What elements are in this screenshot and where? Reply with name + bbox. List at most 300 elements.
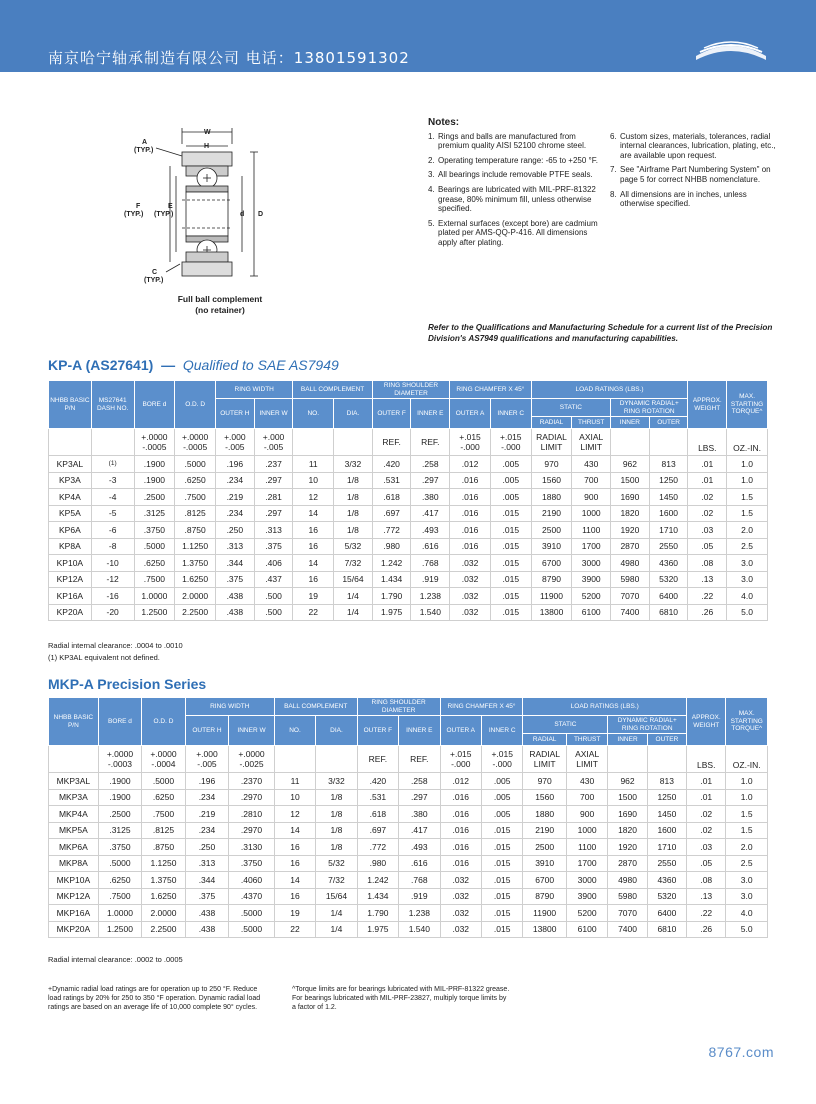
table-cell: 16 (274, 839, 315, 856)
table-cell: .5000 (175, 456, 216, 473)
tolerance-cell: OZ.-IN. (726, 746, 768, 773)
table-cell: 2870 (611, 538, 650, 555)
diagram-caption: Full ball complement (no retainer) (177, 294, 263, 315)
table-cell: .01 (687, 773, 726, 790)
table-cell: 19 (293, 588, 334, 605)
table-cell: KP10A (49, 555, 92, 572)
col-load-ratings: LOAD RATINGS (LBS.) (531, 381, 688, 399)
col-ring-width: RING WIDTH (216, 381, 293, 399)
table-cell: 1/8 (334, 472, 373, 489)
table-row (49, 773, 768, 790)
table-cell: .26 (687, 921, 726, 938)
table-cell: 2190 (531, 505, 572, 522)
tolerance-cell: +.000 -.005 (185, 746, 229, 773)
table-cell: .13 (688, 571, 727, 588)
table-cell: 1/4 (316, 921, 357, 938)
tolerance-row (49, 429, 768, 456)
table-cell: .980 (372, 538, 411, 555)
table-cell: .015 (481, 921, 522, 938)
table-cell: 16 (293, 522, 334, 539)
table-cell: 1.6250 (175, 571, 216, 588)
table-row (49, 888, 768, 905)
table-cell: 1560 (523, 789, 567, 806)
table-cell: 11 (293, 456, 334, 473)
table-cell: 1/4 (334, 604, 373, 621)
table-cell: 1000 (572, 505, 611, 522)
table-cell: .01 (688, 472, 727, 489)
table-cell: 1880 (523, 806, 567, 823)
table-cell: .4370 (229, 888, 275, 905)
table-cell: 1500 (611, 472, 650, 489)
table-cell: -12 (91, 571, 134, 588)
table-cell: .016 (440, 822, 481, 839)
table-cell: 4980 (611, 555, 650, 572)
note-item: 3. All bearings include removable PTFE seals. (428, 170, 593, 180)
table-cell: 5200 (566, 905, 607, 922)
table-cell: 970 (523, 773, 567, 790)
table-cell: 1.790 (357, 905, 398, 922)
tolerance-cell: LBS. (687, 746, 726, 773)
table-cell: .7500 (134, 571, 175, 588)
table-cell: .8125 (175, 505, 216, 522)
table-cell: 1.2500 (98, 921, 142, 938)
table-cell: 4980 (608, 872, 647, 889)
table-cell: MKP8A (49, 855, 99, 872)
table-row (49, 905, 768, 922)
tolerance-cell: +.0000 -.0005 (175, 429, 216, 456)
tolerance-cell: +.015 -.000 (450, 429, 491, 456)
table-cell: .1900 (134, 472, 175, 489)
table-cell: 1100 (566, 839, 607, 856)
table-cell: .500 (254, 604, 293, 621)
table-cell: .4060 (229, 872, 275, 889)
table-cell: 1.238 (399, 905, 440, 922)
table-cell: 1/8 (334, 489, 373, 506)
tolerance-cell (608, 746, 647, 773)
table-cell: .313 (254, 522, 293, 539)
table-cell: .7500 (142, 806, 186, 823)
table-cell: 1600 (647, 822, 686, 839)
tolerance-cell (49, 429, 92, 456)
table-cell: .016 (450, 538, 491, 555)
table-cell: .3130 (229, 839, 275, 856)
table-cell: .297 (399, 789, 440, 806)
table-cell: 1/8 (316, 806, 357, 823)
table-cell: 430 (572, 456, 611, 473)
table-cell: .005 (481, 806, 522, 823)
table-cell: .016 (440, 789, 481, 806)
table-cell: 430 (566, 773, 607, 790)
table-cell: .015 (490, 588, 531, 605)
table-cell: .618 (372, 489, 411, 506)
table-cell: .8750 (142, 839, 186, 856)
table-cell: .380 (399, 806, 440, 823)
table-cell: .02 (687, 822, 726, 839)
table-row (49, 921, 768, 938)
table-cell: .219 (216, 489, 255, 506)
table-cell: 1.434 (372, 571, 411, 588)
table-cell: -20 (91, 604, 134, 621)
col-weight: APPROX. WEIGHT (688, 381, 727, 429)
table-cell: 3.0 (727, 571, 768, 588)
table-cell: .697 (372, 505, 411, 522)
table-cell: -10 (91, 555, 134, 572)
table-cell: .015 (490, 522, 531, 539)
table-cell: .3125 (98, 822, 142, 839)
tolerance-cell (611, 429, 650, 456)
table-cell: 1600 (649, 505, 688, 522)
table-cell: .016 (450, 472, 491, 489)
table-cell: 1000 (566, 822, 607, 839)
table-cell: .6250 (134, 555, 175, 572)
dim-a-typ: (TYP.) (134, 147, 154, 154)
table-row (49, 588, 768, 605)
table-cell: 3/32 (334, 456, 373, 473)
qualification-reference-note: Refer to the Qualifications and Manufacturing Schedule for a current list of the Precision Division's AS7949 qualifications and manufacturing capabilities. (428, 323, 773, 343)
table-row (49, 489, 768, 506)
table-cell: 1880 (531, 489, 572, 506)
table-cell: .237 (254, 456, 293, 473)
table-cell: .02 (687, 806, 726, 823)
table-cell: .297 (411, 472, 450, 489)
table-row (49, 555, 768, 572)
table-cell: 1450 (649, 489, 688, 506)
table-cell: 8790 (531, 571, 572, 588)
table-cell: 813 (649, 456, 688, 473)
table-cell: KP20A (49, 604, 92, 621)
table-cell: 14 (274, 822, 315, 839)
tolerance-cell: REF. (411, 429, 450, 456)
table-cell: 3.0 (726, 872, 768, 889)
table-cell: 1/8 (316, 839, 357, 856)
table-cell: .616 (399, 855, 440, 872)
table-cell: .438 (216, 588, 255, 605)
table-row (49, 789, 768, 806)
table-cell: .258 (399, 773, 440, 790)
table-cell: .08 (687, 872, 726, 889)
table-cell: 5980 (611, 571, 650, 588)
tolerance-cell (91, 429, 134, 456)
table-cell: .234 (216, 505, 255, 522)
table-cell: 1.0 (726, 773, 768, 790)
table-cell: 1/8 (334, 505, 373, 522)
table-cell: KP8A (49, 538, 92, 555)
table-cell: .7500 (98, 888, 142, 905)
table-cell: .26 (688, 604, 727, 621)
nhbb-logo (694, 40, 768, 62)
table-cell: .281 (254, 489, 293, 506)
table-cell: KP3AL (49, 456, 92, 473)
table-cell: 1.5 (727, 489, 768, 506)
table-cell: .234 (185, 822, 229, 839)
table-cell: .406 (254, 555, 293, 572)
table-cell: 1.0000 (98, 905, 142, 922)
table-cell: .032 (450, 555, 491, 572)
table-cell: 1.540 (411, 604, 450, 621)
table-cell: 3000 (566, 872, 607, 889)
table-cell: 6700 (523, 872, 567, 889)
table-cell: .313 (216, 538, 255, 555)
table-cell: 22 (274, 921, 315, 938)
table-cell: .005 (481, 773, 522, 790)
table-cell: .313 (185, 855, 229, 872)
table-cell: (1) (91, 456, 134, 473)
table-cell: 813 (647, 773, 686, 790)
table-cell: 5.0 (727, 604, 768, 621)
table-cell: 19 (274, 905, 315, 922)
table-cell: .2970 (229, 822, 275, 839)
table-cell: .016 (440, 839, 481, 856)
table-cell: 1/8 (316, 822, 357, 839)
note-item: 2. Operating temperature range: -65 to +250 °F. (428, 155, 598, 165)
col-torque: MAX. STARTING TORQUE^ (727, 381, 768, 429)
table-cell: MKP6A (49, 839, 99, 856)
table-cell: 2.5 (727, 538, 768, 555)
table-cell: .016 (440, 855, 481, 872)
table-cell: 14 (293, 505, 334, 522)
table-cell: .420 (372, 456, 411, 473)
table-cell: 16 (274, 888, 315, 905)
table-cell: 1920 (611, 522, 650, 539)
tolerance-cell: +.000 -.005 (254, 429, 293, 456)
tolerance-row (49, 746, 768, 773)
table-cell: 1700 (572, 538, 611, 555)
table-cell: .032 (440, 921, 481, 938)
table-cell: 5/32 (334, 538, 373, 555)
table-cell: .1900 (134, 456, 175, 473)
table-cell: .5000 (229, 905, 275, 922)
table-cell: .297 (254, 505, 293, 522)
table-row (49, 505, 768, 522)
tolerance-cell: +.0000 -.0005 (134, 429, 175, 456)
table-cell: 1100 (572, 522, 611, 539)
table-cell: .005 (490, 456, 531, 473)
table-cell: 1690 (611, 489, 650, 506)
table-cell: .13 (687, 888, 726, 905)
tolerance-cell: +.0000 -.0003 (98, 746, 142, 773)
table-cell: 900 (572, 489, 611, 506)
table-cell: 7/32 (334, 555, 373, 572)
table-cell: 1.1250 (142, 855, 186, 872)
tolerance-cell: RADIAL LIMIT (523, 746, 567, 773)
tolerance-cell (293, 429, 334, 456)
table-cell: 1920 (608, 839, 647, 856)
table-cell: .6250 (142, 789, 186, 806)
table-cell: 1.6250 (142, 888, 186, 905)
table-cell: 3910 (523, 855, 567, 872)
table-cell: 1.238 (411, 588, 450, 605)
tolerance-cell: +.015 -.000 (490, 429, 531, 456)
table-cell: 6810 (647, 921, 686, 938)
table-cell: .3750 (98, 839, 142, 856)
header-bar (0, 0, 816, 72)
table-cell: .980 (357, 855, 398, 872)
table-cell: .437 (254, 571, 293, 588)
table-cell: 1710 (647, 839, 686, 856)
table-row (49, 456, 768, 473)
table-cell: 7400 (611, 604, 650, 621)
table-cell: .01 (688, 456, 727, 473)
table-cell: 1820 (608, 822, 647, 839)
table-cell: .016 (440, 806, 481, 823)
table-cell: 7070 (611, 588, 650, 605)
table-cell: .01 (687, 789, 726, 806)
table-cell: KP6A (49, 522, 92, 539)
tolerance-cell: +.015 -.000 (481, 746, 522, 773)
table-cell: 4.0 (726, 905, 768, 922)
table-cell: .2810 (229, 806, 275, 823)
table-cell: .08 (688, 555, 727, 572)
table-cell: 1.434 (357, 888, 398, 905)
table-cell: .05 (688, 538, 727, 555)
table-cell: .417 (411, 505, 450, 522)
notes-block (428, 118, 788, 253)
table-cell: .016 (450, 505, 491, 522)
mkpa-section-title: MKP-A Precision Series (48, 676, 207, 692)
table-cell: 5/32 (316, 855, 357, 872)
table-cell: .768 (399, 872, 440, 889)
table-cell: 1.0 (726, 789, 768, 806)
tolerance-cell: RADIAL LIMIT (531, 429, 572, 456)
col-ring-chamfer: RING CHAMFER X 45° (450, 381, 531, 399)
table-cell: .015 (490, 604, 531, 621)
table-cell: 3910 (531, 538, 572, 555)
table-cell: .531 (372, 472, 411, 489)
table-cell: .5000 (134, 538, 175, 555)
dim-a-label: A (142, 139, 148, 146)
mkpa-spec-table: NHBB BASIC P/N BORE d O.D. D RING WIDTH BALL COMPLEMENT RING SHOULDER DIAMETER RING CHAMFER X 45° LOAD RATINGS (LBS.) APPROX. WEIGHT MAX. STARTING TORQUE^ OUTER H INNER W NO. DIA. OUTER F INNER E OUTER A INNER C STATIC DYNAMIC RADIAL+ RING ROTATION RADIAL THRUST INNER OUTER +.0000 -.0003 +.0000 -.0004 +.000 -.005 +.0000 -.0025 REF. REF. +.015 -.000 +.015 -.000 RADIAL LIMIT AXIAL LIMIT LBS. OZ.-IN. MKP3AL .1900 .5000 .196 .2370 11 3/32 .420 .258 .012 .005 970 430 962 813 .01 1.0 MKP3A .1900 .6250 .234 .2970 10 1/8 .531 .297 .016 .005 1560 700 1500 1250 .01 1.0 MKP4A .2500 .7500 .219 .2810 12 1/8 .618 .380 .016 .005 1880 900 1690 1450 .02 1.5 MKP5A .3125 .8125 .234 .2970 14 1/8 .697 .417 .016 .015 2190 1000 1820 1600 .02 1.5 MKP6A .3750 .8750 .250 .3130 16 1/8 .772 .493 .016 .015 2500 1100 1920 1710 .03 2.0 MKP8A .5000 1.1250 .313 .3750 16 5/32 .980 .616 .016 .015 3910 1700 2870 2550 .05 2.5 MKP10A .6250 1.3750 .344 .4060 14 7/32 1.242 .768 .032 .015 6700 3000 4980 4360 .08 3.0 MKP12A .7500 1.6250 .375 .4370 16 15/64 1.434 .919 .032 .015 8790 3900 5980 5320 .13 3.0 MKP16A 1.0000 2.0000 .438 .5000 19 1/4 1.790 1.238 .032 .015 11900 5200 7070 6400 .22 4.0 MKP20A 1.2500 2.2500 .438 .5000 22 1/4 1.975 1.540 .032 .015 13800 6100 7400 6810 .26 5.0 (48, 697, 768, 938)
table-cell: 1.790 (372, 588, 411, 605)
table-cell: 962 (611, 456, 650, 473)
col-od: O.D. D (175, 381, 216, 429)
table-cell: .015 (481, 888, 522, 905)
table-cell: .3750 (134, 522, 175, 539)
table-cell: .5000 (229, 921, 275, 938)
table-cell: .03 (688, 522, 727, 539)
table-cell: 1.242 (372, 555, 411, 572)
col-ball-complement: BALL COMPLEMENT (293, 381, 372, 399)
table-cell: 2550 (647, 855, 686, 872)
table-cell: 5320 (649, 571, 688, 588)
table-cell: .697 (357, 822, 398, 839)
table-cell: .6250 (98, 872, 142, 889)
tolerance-cell: AXIAL LIMIT (566, 746, 607, 773)
table-cell: 6100 (572, 604, 611, 621)
tolerance-cell: OZ.-IN. (727, 429, 768, 456)
table-cell: 1.0000 (134, 588, 175, 605)
table-cell: .02 (688, 489, 727, 506)
tolerance-cell (316, 746, 357, 773)
table-cell: .3750 (229, 855, 275, 872)
table-cell: 3900 (572, 571, 611, 588)
table-cell: KP5A (49, 505, 92, 522)
table-cell: .032 (450, 588, 491, 605)
table-cell: .768 (411, 555, 450, 572)
table-cell: .8125 (142, 822, 186, 839)
table-cell: KP3A (49, 472, 92, 489)
table-cell: 5200 (572, 588, 611, 605)
table-cell: .919 (411, 571, 450, 588)
kpa-section-title: KP-A (AS27641) — Qualified to SAE AS7949 (48, 357, 339, 373)
table-cell: 1690 (608, 806, 647, 823)
table-cell: 7400 (608, 921, 647, 938)
table-cell: 1.2500 (134, 604, 175, 621)
col-ms-dash: MS27641 DASH NO. (91, 381, 134, 429)
table-cell: .344 (216, 555, 255, 572)
table-cell: 1/4 (316, 905, 357, 922)
dim-d-small-label: d (240, 211, 245, 218)
note-item: 4. Bearings are lubricated with MIL-PRF-81322 grease, 80% minimum fill, unless otherwise specified. (428, 184, 596, 214)
table-cell: .012 (450, 456, 491, 473)
kpa-equivalent-note: (1) KP3AL equivalent not defined. (48, 653, 160, 662)
table-cell: .015 (481, 839, 522, 856)
table-cell: .919 (399, 888, 440, 905)
table-cell: .772 (372, 522, 411, 539)
table-cell: 1/8 (316, 789, 357, 806)
table-cell: 962 (608, 773, 647, 790)
table-cell: 2.2500 (175, 604, 216, 621)
table-cell: MKP20A (49, 921, 99, 938)
table-cell: .438 (185, 905, 229, 922)
table-cell: .616 (411, 538, 450, 555)
table-cell: .234 (185, 789, 229, 806)
table-cell: 5980 (608, 888, 647, 905)
table-cell: .2500 (134, 489, 175, 506)
tolerance-cell: LBS. (688, 429, 727, 456)
note-item: 5. External surfaces (except bore) are cadmium plated per AMS-QQ-P-416. All dimensions apply after plating. (428, 218, 598, 247)
table-cell: 900 (566, 806, 607, 823)
note-item: 6. Custom sizes, materials, tolerances, radial internal clearances, lubrication, plating, etc., are available upon request. (610, 131, 776, 160)
table-row (49, 806, 768, 823)
table-row (49, 872, 768, 889)
table-cell: .032 (450, 604, 491, 621)
dim-c-typ: (TYP.) (144, 277, 164, 284)
table-cell: .250 (185, 839, 229, 856)
table-cell: .05 (687, 855, 726, 872)
table-cell: .618 (357, 806, 398, 823)
table-cell: 1.0 (727, 456, 768, 473)
table-cell: .1900 (98, 773, 142, 790)
table-cell: 1.0 (727, 472, 768, 489)
table-cell: MKP16A (49, 905, 99, 922)
table-cell: 2.0000 (142, 905, 186, 922)
table-cell: KP16A (49, 588, 92, 605)
table-cell: .297 (254, 472, 293, 489)
table-cell: .015 (490, 571, 531, 588)
table-cell: 700 (566, 789, 607, 806)
tolerance-cell (49, 746, 99, 773)
table-cell: 2870 (608, 855, 647, 872)
note-item: 7. See "Airframe Part Numbering System" on page 5 for correct NHBB nomenclature. (610, 165, 771, 184)
table-cell: 16 (274, 855, 315, 872)
table-cell: .1900 (98, 789, 142, 806)
tolerance-cell: +.0000 -.0004 (142, 746, 186, 773)
col-bore: BORE d (134, 381, 175, 429)
dim-h-label: H (204, 143, 210, 150)
table-cell: .015 (490, 555, 531, 572)
table-cell: 16 (293, 538, 334, 555)
table-cell: .3125 (134, 505, 175, 522)
table-cell: 2550 (649, 538, 688, 555)
tolerance-cell (649, 429, 688, 456)
table-cell: .015 (481, 822, 522, 839)
table-cell: .438 (216, 604, 255, 621)
table-cell: -3 (91, 472, 134, 489)
kpa-clearance-note: Radial internal clearance: .0004 to .0010 (48, 641, 183, 650)
table-cell: .032 (440, 888, 481, 905)
table-cell: 1710 (649, 522, 688, 539)
table-cell: 1560 (531, 472, 572, 489)
